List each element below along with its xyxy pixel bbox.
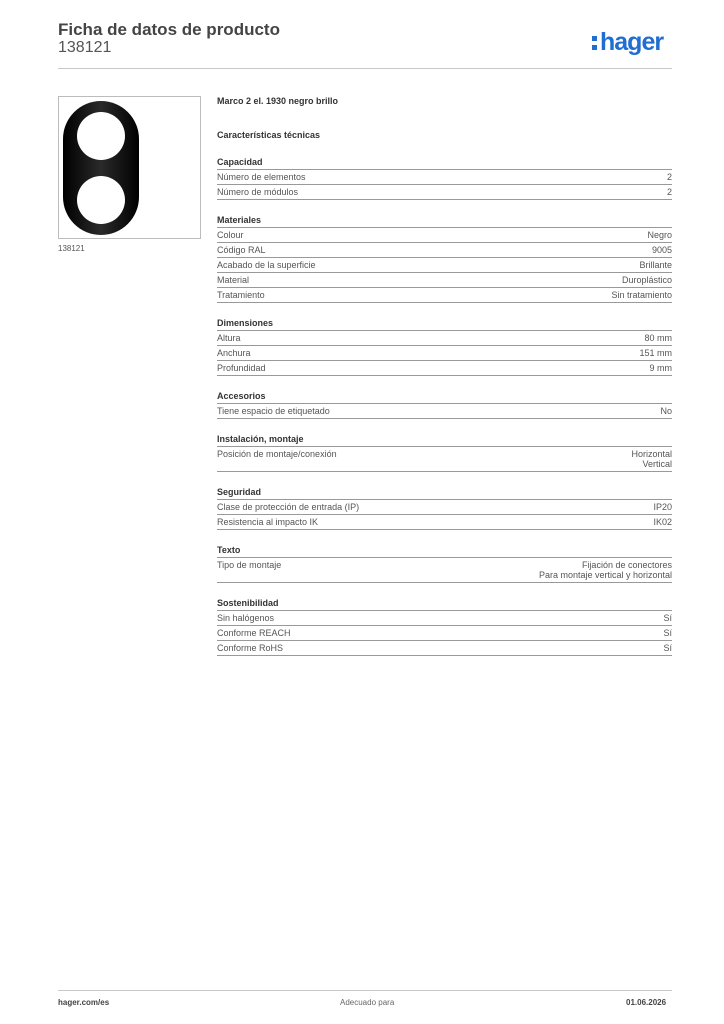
section-title: Materiales bbox=[217, 215, 672, 228]
spec-row bbox=[217, 558, 672, 583]
spec-value-line: Sí bbox=[663, 643, 672, 653]
spec-label: Conforme REACH bbox=[217, 628, 291, 638]
spec-section bbox=[217, 434, 672, 472]
spec-row bbox=[217, 331, 672, 346]
spec-value bbox=[650, 363, 673, 373]
spec-content bbox=[217, 96, 672, 656]
spec-value-line: IP20 bbox=[653, 502, 672, 512]
spec-value-line: 9005 bbox=[651, 245, 672, 255]
page-title: Ficha de datos de producto bbox=[58, 20, 280, 39]
header-divider bbox=[58, 68, 672, 69]
product-name: Marco 2 el. 1930 negro brillo bbox=[217, 96, 339, 106]
hager-logo[interactable] bbox=[592, 28, 663, 57]
spec-label: Número de elementos bbox=[217, 172, 306, 182]
spec-label: Tiene espacio de etiquetado bbox=[217, 406, 330, 416]
spec-label: Conforme RoHS bbox=[217, 643, 284, 653]
spec-section bbox=[217, 157, 672, 200]
section-title: Accesorios bbox=[217, 391, 672, 404]
logo-text: hager bbox=[600, 28, 664, 56]
section-title: Instalación, montaje bbox=[217, 434, 672, 447]
spec-value-line: Fijación de conectores bbox=[581, 560, 672, 570]
spec-value bbox=[639, 260, 672, 270]
spec-value bbox=[652, 245, 672, 255]
spec-value bbox=[667, 187, 672, 197]
spec-row bbox=[217, 611, 672, 626]
spec-label: Colour bbox=[217, 230, 244, 240]
spec-label: Tipo de montaje bbox=[217, 560, 282, 570]
footer-center-text: Adecuado para bbox=[340, 998, 395, 1007]
spec-value-line: Negro bbox=[647, 230, 672, 240]
spec-value-line: Para montaje vertical y horizontal bbox=[538, 570, 672, 580]
spec-value bbox=[663, 628, 672, 638]
spec-label: Resistencia al impacto IK bbox=[217, 517, 319, 527]
spec-value bbox=[653, 502, 672, 512]
product-image bbox=[58, 96, 201, 239]
spec-row bbox=[217, 641, 672, 656]
tech-title: Características técnicas bbox=[217, 130, 321, 140]
spec-section bbox=[217, 487, 672, 530]
spec-row bbox=[217, 361, 672, 376]
spec-value bbox=[611, 290, 672, 300]
spec-label: Profundidad bbox=[217, 363, 266, 373]
spec-row bbox=[217, 273, 672, 288]
spec-label: Número de módulos bbox=[217, 187, 299, 197]
spec-label: Anchura bbox=[217, 348, 251, 358]
spec-value bbox=[647, 230, 672, 240]
spec-label: Tratamiento bbox=[217, 290, 265, 300]
spec-value-line: IK02 bbox=[653, 517, 672, 527]
spec-row bbox=[217, 346, 672, 361]
product-code: 138121 bbox=[58, 39, 112, 56]
section-title: Texto bbox=[217, 545, 672, 558]
spec-row bbox=[217, 185, 672, 200]
spec-sections bbox=[217, 157, 672, 656]
spec-section bbox=[217, 318, 672, 376]
spec-row bbox=[217, 515, 672, 530]
section-title: Sostenibilidad bbox=[217, 598, 672, 611]
spec-value bbox=[663, 643, 672, 653]
spec-section bbox=[217, 545, 672, 583]
spec-row bbox=[217, 243, 672, 258]
spec-value bbox=[644, 333, 672, 343]
spec-value-line: Duroplástico bbox=[621, 275, 672, 285]
spec-label: Código RAL bbox=[217, 245, 266, 255]
footer-date: 01.06.2026 bbox=[626, 998, 667, 1007]
spec-value-line: No bbox=[660, 406, 672, 416]
spec-value-line: 80 mm bbox=[644, 333, 672, 343]
logo-dots-icon bbox=[592, 36, 598, 51]
spec-value-line: Brillante bbox=[639, 260, 672, 270]
spec-label: Acabado de la superficie bbox=[217, 260, 316, 270]
section-title: Dimensiones bbox=[217, 318, 672, 331]
spec-row bbox=[217, 404, 672, 419]
spec-value-line: Sin tratamiento bbox=[611, 290, 672, 300]
spec-label: Clase de protección de entrada (IP) bbox=[217, 502, 360, 512]
spec-value bbox=[631, 449, 672, 469]
spec-value bbox=[639, 348, 672, 358]
spec-row bbox=[217, 170, 672, 185]
double-frame-icon bbox=[59, 97, 200, 238]
section-title: Capacidad bbox=[217, 157, 672, 170]
spec-value-line: Horizontal bbox=[631, 449, 672, 459]
spec-section bbox=[217, 598, 672, 656]
spec-label: Altura bbox=[217, 333, 241, 343]
spec-value bbox=[663, 613, 672, 623]
spec-row bbox=[217, 258, 672, 273]
spec-row bbox=[217, 500, 672, 515]
spec-row bbox=[217, 228, 672, 243]
spec-value bbox=[622, 275, 672, 285]
spec-value bbox=[660, 406, 672, 416]
spec-label: Material bbox=[217, 275, 250, 285]
spec-value-line: Sí bbox=[663, 628, 672, 638]
spec-value-line: 151 mm bbox=[639, 348, 672, 358]
spec-value-line: 9 mm bbox=[649, 363, 672, 373]
spec-value-line: 2 bbox=[666, 172, 672, 182]
footer-website-link[interactable]: hager.com/es bbox=[58, 998, 110, 1007]
section-title: Seguridad bbox=[217, 487, 672, 500]
spec-value bbox=[653, 517, 672, 527]
spec-section bbox=[217, 391, 672, 419]
spec-section bbox=[217, 215, 672, 303]
footer-divider bbox=[58, 990, 672, 991]
spec-row bbox=[217, 288, 672, 303]
spec-value-line: 2 bbox=[666, 187, 672, 197]
spec-value bbox=[667, 172, 672, 182]
spec-value-line: Vertical bbox=[642, 459, 672, 469]
spec-value-line: Sí bbox=[663, 613, 672, 623]
spec-row bbox=[217, 447, 672, 472]
spec-row bbox=[217, 626, 672, 641]
spec-value bbox=[539, 560, 672, 580]
spec-label: Sin halógenos bbox=[217, 613, 275, 623]
spec-label: Posición de montaje/conexión bbox=[217, 449, 337, 459]
image-caption: 138121 bbox=[58, 244, 85, 253]
